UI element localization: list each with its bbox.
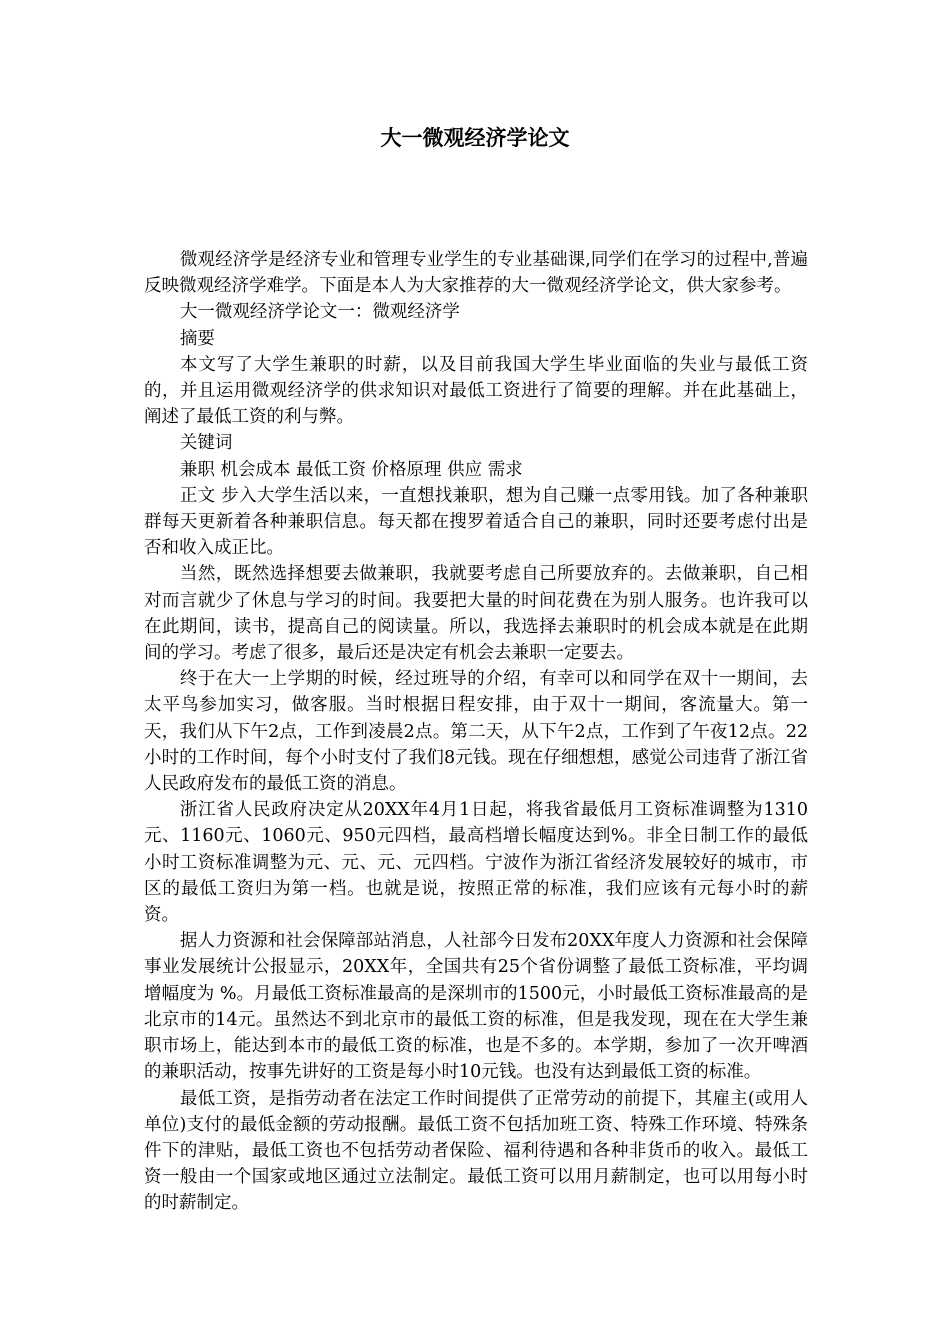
document-title: 大一微观经济学论文 (380, 125, 570, 150)
paragraph-section-heading: 大一微观经济学论文一：微观经济学 (179, 302, 460, 323)
paragraph-body: 浙江省人民政府决定从20XX年4月1日起，将我省最低月工资标准调整为1310元、1160元、1060元、950元四档，最高档增长幅度达到%。非全日制工作的最低小时工资标准调整为元、元、元、元四档。宁波作为浙江省经济发展较好的城市，市区的最低工资归为第一档。也就是说，按照正常的标准，我们应该有元每小时的薪资。 (144, 800, 808, 926)
paragraph-body: 当然，既然选择想要去做兼职，我就要考虑自己所要放弃的。去做兼职，自己相对而言就少了休息与学习的时间。我要把大量的时间花费在为别人服务。也许我可以在此期间，读书，提高自己的阅读量。所以，我选择去兼职时的机会成本就是在此期间的学习。考虑了很多，最后还是决定有机会去兼职一定要去。 (144, 564, 808, 664)
paragraph-keywords-label: 关键词 (179, 433, 233, 454)
paragraph-body: 正文 步入大学生活以来，一直想找兼职，想为自己赚一点零用钱。加了各种兼职群每天更新着各种兼职信息。每天都在搜罗着适合自己的兼职，同时还要考虑付出是否和收入成正比。 (144, 485, 808, 559)
paragraph-abstract: 本文写了大学生兼职的时薪，以及目前我国大学生毕业面临的失业与最低工资的，并且运用微观经济学的供求知识对最低工资进行了简要的理解。并在此基础上，阐述了最低工资的利与弊。 (144, 354, 808, 428)
paragraph-body: 据人力资源和社会保障部站消息，人社部今日发布20XX年度人力资源和社会保障事业发展统计公报显示，20XX年，全国共有25个省份调整了最低工资标准，平均调增幅度为 %。月最低工资标准最高的是深圳市的1500元，小时最低工资标准最高的是北京市的14元。虽然达不到北京市的最低工资的标准，但是我发现，现在在大学生兼职市场上，能达到本市的最低工资的标准，也是不多的。本学期，参加了一次开啤酒的兼职活动，按事先讲好的工资是每小时10元钱。也没有达到最低工资的标准。 (144, 931, 808, 1083)
document-body (144, 247, 808, 1217)
paragraph-body: 最低工资，是指劳动者在法定工作时间提供了正常劳动的前提下，其雇主(或用人单位)支付的最低金额的劳动报酬。最低工资不包括加班工资、特殊工作环境、特殊条件下的津贴，最低工资也不包括劳动者保险、福利待遇和各种非货币的收入。最低工资一般由一个国家或地区通过立法制定。最低工资可以用月薪制定，也可以用每小时的时薪制定。 (144, 1088, 808, 1214)
paragraph-body: 终于在大一上学期的时候，经过班导的介绍，有幸可以和同学在双十一期间，去太平鸟参加实习，做客服。当时根据日程安排，由于双十一期间，客流量大。第一天，我们从下午2点，工作到凌晨2点。第二天，从下午2点，工作到了午夜12点。22小时的工作时间，每个小时支付了我们8元钱。现在仔细想想，感觉公司违背了浙江省人民政府发布的最低工资的消息。 (144, 669, 808, 795)
paragraph-keywords: 兼职 机会成本 最低工资 价格原理 供应 需求 (179, 459, 523, 480)
paragraph-abstract-label: 摘要 (179, 328, 215, 349)
paragraph-intro: 微观经济学是经济专业和管理专业学生的专业基础课,同学们在学习的过程中,普遍反映微观经济学难学。下面是本人为大家推荐的大一微观经济学论文，供大家参考。 (144, 250, 808, 297)
